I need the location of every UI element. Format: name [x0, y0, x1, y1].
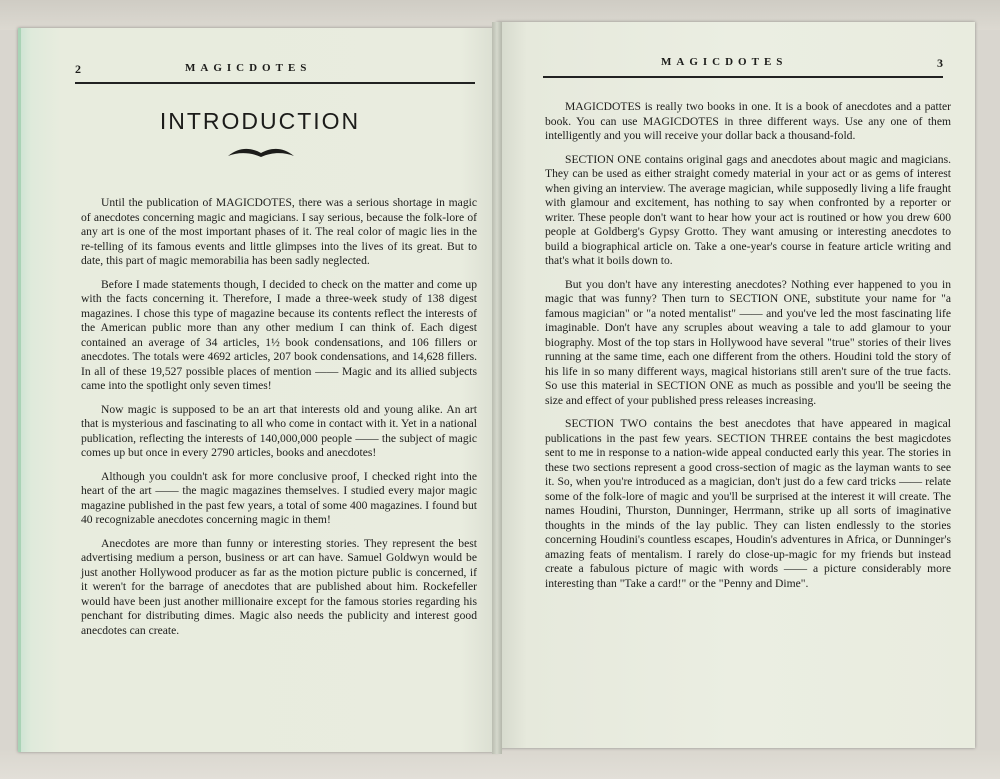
- left-paragraph-4: Although you couldn't ask for more conclusive proof, I checked right into the heart of the art —— the magic magazines themselves. I studied every major magic magazine published in the past few years, a total of some 400 magazines. I found but 40 recognizable anecdotes concerning magic in them!: [81, 469, 477, 526]
- swash-ornament-icon: [226, 144, 296, 162]
- right-header-rule: [543, 76, 943, 78]
- left-paragraph-5: Anecdotes are more than funny or interesting stories. They represent the best advertising medium a person, business or art can have. Samuel Goldwyn would be just another Hollywood producer as far as the motion picture public is concerned, if it weren't for the barrage of anecdotes that are published about him. Rockefeller would have been just another millionaire except for the famous stories regarding his penchant for distributing dimes. Magic also needs the publicity and interest good anecdotes can create.: [81, 536, 477, 637]
- left-body-text: [81, 196, 477, 647]
- left-paragraph-3: Now magic is supposed to be an art that interests old and young alike. An art that is mysterious and fascinating to all who come in contact with it. Yet in a national publication, reflecting the interests of 140,000,000 people —— the subject of magic comes up but once in every 2790 articles, books and anecdotes!: [81, 402, 477, 459]
- left-page: [18, 28, 499, 752]
- right-paragraph-1: MAGICDOTES is really two books in one. It is a book of anecdotes and a patter book. You can use MAGICDOTES in three different ways. Use any one of them intelligently and you will receive your dollar back a thousand-fold.: [545, 100, 951, 142]
- right-page-number: 3: [937, 56, 943, 70]
- right-running-head-title: MAGICDOTES: [661, 56, 788, 68]
- book-spine: [492, 22, 502, 754]
- left-running-head: [75, 62, 475, 82]
- right-body-text: [545, 100, 951, 600]
- left-paragraph-2: Before I made statements though, I decided to check on the matter and come up with the facts concerning it. Therefore, I made a three-week study of 138 digest magazines. I chose this type of magazine because its contents reflect the interests of the American public more than any other medium I can think of. Each digest contained an average of 34 articles, 1½ book condensations, and 106 fillers or anecdotes. The totals were 4692 articles, 207 book condensations, and 14,628 fillers. In all of these 19,527 possible places of mention —— Magic and its allied subjects came into the spotlight only seven times!: [81, 277, 477, 392]
- right-page: [497, 22, 975, 748]
- left-paragraph-1: Until the publication of MAGICDOTES, there was a serious shortage in magic of anecdotes concerning magic and magicians. I say serious, because the folk-lore of any art is one of the most important phases of it. The real color of magic lies in the re-telling of its famous events and little glimpses into the lives of its great. But to date, this part of magic memorabilia has been sadly neglected.: [81, 196, 477, 267]
- left-running-head-title: MAGICDOTES: [185, 62, 312, 74]
- right-paragraph-4: SECTION TWO contains the best anecdotes that have appeared in magical publications in the past few years. SECTION THREE contains the best magicdotes sent to me in response to a nation-wide appeal conducted early this year. The stories in these two sections represent a good cross-section of magic as the layman wants to see it. So, when you're introduced as a magician, don't just do a few card tricks —— relate some of the folk-lore of magic and you'll be surprised at the interest it will create. The names Houdini, Thurston, Dunninger, Herrmann, strike up all sorts of imaginative thoughts in the minds of the lay public. They can listen endlessly to the stories concerning Houdini's countless escapes, Houdin's adventures in Africa, or Dunninger's amazing feats of mentalism. I rarely do close-up-magic for my friends but instead create a fabulous picture of magic with words —— a picture considerably more interesting than "Take a card!" or the "Penny and Dime".: [545, 417, 951, 590]
- chapter-title: INTRODUCTION: [159, 108, 361, 134]
- right-paragraph-3: But you don't have any interesting anecdotes? Nothing ever happened to you in magic that was funny? Then turn to SECTION ONE, substitute your name for "a famous magician" or "a noted mentalist" —— and you've led the most fascinating life imaginable. Don't have any scruples about weaving a tale to add glamour to your biography. Most of the top stars in Hollywood have several "true" stories of their lives running at the same time, each one different from the others. Houdini told the story of his life in so many different ways, magical historians still aren't sure of the true facts. So use this material in SECTION ONE as much as possible and you'll be seeing the size and effect of your published press releases increasing.: [545, 277, 951, 407]
- right-running-head: [543, 56, 943, 76]
- left-header-rule: [75, 82, 475, 84]
- right-paragraph-2: SECTION ONE contains original gags and anecdotes about magic and magicians. They can be used as either straight comedy material in your act or as gems of interest when giving an interview. The average magician, while supposedly living a life fraught with glamour and excitement, has nothing to say when confronted by a reporter or writer. These people don't want to hear how your act is routined or how you drew 600 people at Goldberg's Gypsy Grotto. They want amusing or interesting anecdotes to build a biographical article on. Take a one-year's course in feature article writing and that's what it boils down to.: [545, 152, 951, 267]
- background-bottom: [0, 750, 1000, 779]
- left-page-number: 2: [75, 62, 81, 76]
